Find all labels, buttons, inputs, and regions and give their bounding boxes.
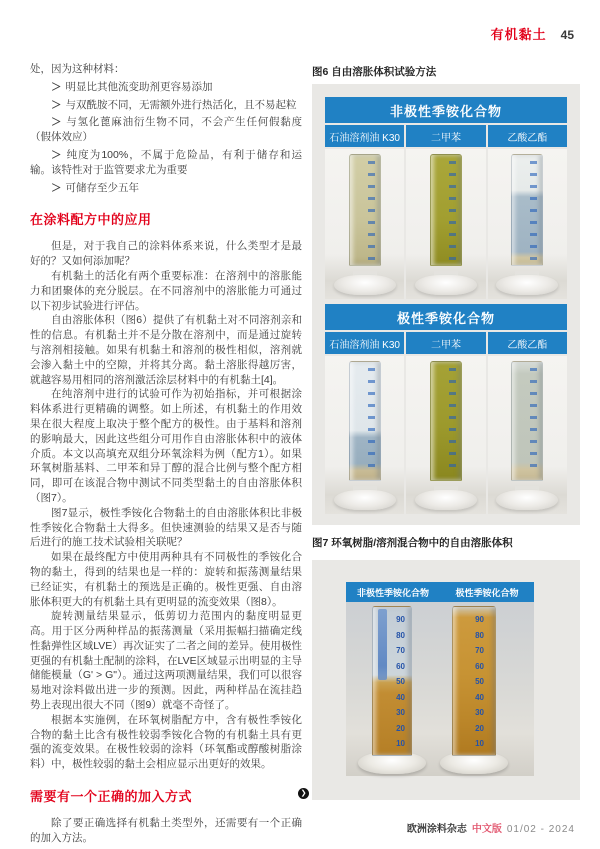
bullet-text: 与氢化蓖麻油衍生物不同，不会产生任何假黏度（假体效应）	[30, 116, 302, 144]
bullet-item	[30, 80, 302, 95]
solvent-label-row	[325, 332, 567, 354]
figure7-photo	[346, 582, 534, 776]
figure6-group-polar	[325, 304, 567, 514]
graduation-ticks	[449, 161, 456, 261]
cylinder-base	[415, 275, 477, 295]
cylinder-base	[496, 490, 558, 510]
solvent-label: 乙酸乙酯	[488, 332, 567, 354]
cylinder-photo-ethyl-acetate	[488, 149, 567, 299]
paragraph: 如果在最终配方中使用两种具有不同极性的季铵化合物的黏土，得到的结果也是一样的：旋转和振荡测量结果已经证实，有机黏土的预选是正确的。极性更强、自由溶胀体积更大的有机黏土具有更明显的流变效果（图8）。	[30, 551, 302, 608]
paragraph: 除了要正确选择有机黏土类型外，还需要有一个正确的加入方法。	[30, 817, 302, 844]
figure7-title-banner	[346, 582, 534, 602]
cylinder-base	[334, 275, 396, 295]
cylinder-photo-xylene	[406, 149, 485, 299]
scale-label: 60	[396, 662, 405, 671]
figure6-group-nonpolar	[325, 97, 567, 299]
graduation-ticks	[368, 368, 375, 476]
bullet-text: 可储存至少五年	[65, 181, 139, 194]
paragraph: 在纯溶剂中进行的试验可作为初始指标，并可根据涂料体系进行更精确的调整。如上所述，有机黏土的作用效果在很大程度上取决于整个配方的极性。由于基料和溶剂的影响最大，因此这些组分可用作自由溶胀体积中的液体介质。本文以高填充双组分环氧涂料为例（配方1）。如果环氧树脂基料、二甲苯和异丁醇的混合比例与整个配方相同，即可在该混合物中测试不同类型黏土的自由溶胀体积（图7）。	[30, 388, 302, 504]
solvent-label: 石油溶剂油 K30	[325, 332, 404, 354]
paragraph: 旋转测量结果显示，低剪切力范围内的黏度明显更高。用于区分两种样品的振荡测量（采用振幅扫描确定线性黏弹性区域LVE）再次证实了二者之间的差异。使用极性更强的有机黏土配制的涂料，在LVE区域显示出明显的主导储能模量（G' > G"）。通过这两项测量结果，我们可以很容易地对涂料做出进一步的预测。因此，两种样品在流挂趋势上表现出很大不同（图9）就毫不奇怪了。	[30, 610, 302, 712]
journal-name: 欧洲涂料杂志	[406, 824, 467, 835]
solvent-label: 二甲苯	[406, 125, 485, 147]
scale-label: 40	[396, 693, 405, 702]
scale-label: 10	[475, 739, 484, 748]
scale-label: 10	[396, 739, 405, 748]
cylinder-base	[496, 275, 558, 295]
measuring-cylinder	[511, 361, 543, 481]
column-label-polar: 极性季铵化合物	[455, 587, 519, 598]
group-title-banner: 非极性季铵化合物	[325, 97, 567, 123]
scale-label: 30	[396, 708, 405, 717]
solvent-label: 乙酸乙酯	[488, 125, 567, 147]
graduation-scale	[453, 607, 495, 755]
scale-label: 90	[396, 615, 405, 624]
page-header	[491, 24, 574, 43]
bullet-marker: ＞	[51, 116, 62, 129]
measuring-cylinder	[430, 361, 462, 481]
paragraph: 图7显示，极性季铵化合物黏土的自由溶胀体积比非极性季铵化合物黏土大得多。但快速测验的结果又是否与随后进行的施工技术试验相关联呢？	[30, 506, 302, 549]
bullet-item	[30, 181, 302, 196]
paragraph: 根据本实施例，在环氧树脂配方中，含有极性季铵化合物的黏土比含有极性较弱季铵化合物的有机黏土具有更强的流变效果。在极性较弱的涂料（环氧酯或醇酸树脂涂料）中，极性较弱的黏土会相应显示出更好的效果。	[30, 713, 302, 771]
cylinder-photo-mineral-spirit	[325, 149, 404, 299]
cylinder-base	[334, 490, 396, 510]
scale-label: 50	[396, 677, 405, 686]
paragraph: 但是，对于我自己的涂料体系来说，什么类型才是最好的？又如何添加呢？	[30, 240, 302, 268]
section-heading-addition: 需要有一个正确的加入方式	[30, 789, 193, 805]
solvent-label-row	[325, 125, 567, 147]
figure7	[312, 560, 580, 800]
solvent-label: 石油溶剂油 K30	[325, 125, 404, 147]
measuring-cylinder	[349, 154, 381, 266]
solvent-label: 二甲苯	[406, 332, 485, 354]
measuring-cylinder	[511, 154, 543, 266]
cylinder-photo-ethyl-acetate	[488, 356, 567, 514]
edition-label: 中文版	[471, 824, 502, 835]
measuring-cylinder	[349, 361, 381, 481]
measuring-cylinder-polar	[452, 606, 496, 756]
figure7-caption: 图7 环氧树脂/溶剂混合物中的自由溶胀体积	[312, 537, 513, 549]
bullet-marker: ＞	[51, 181, 62, 194]
bullet-marker: ＞	[51, 148, 62, 161]
scale-label: 40	[475, 693, 484, 702]
header-topic: 有机黏土	[490, 27, 547, 42]
issue-number: 01/02 - 2024	[506, 824, 575, 835]
measuring-cylinder	[430, 154, 462, 266]
scale-label: 20	[396, 724, 405, 733]
bullet-text: 明显比其他流变助剂更容易添加	[65, 80, 213, 93]
scale-label: 80	[396, 631, 405, 640]
scale-label: 60	[475, 662, 484, 671]
figure6-caption: 图6 自由溶胀体积试验方法	[312, 66, 437, 78]
bullet-item	[30, 98, 302, 113]
scale-label: 70	[396, 646, 405, 655]
graduation-scale	[373, 607, 411, 755]
page-footer	[407, 820, 575, 835]
graduation-ticks	[530, 161, 537, 261]
measuring-cylinder-nonpolar	[372, 606, 412, 756]
cylinder-photo-row	[325, 356, 567, 514]
scale-label: 80	[475, 631, 484, 640]
cylinder-photo-row	[325, 149, 567, 299]
lead-paragraph: 处，因为这种材料：	[30, 63, 125, 75]
group-title-banner: 极性季铵化合物	[325, 304, 567, 330]
bullet-marker: ＞	[51, 80, 62, 93]
bullet-item	[30, 148, 302, 178]
bullet-text: 纯度为100%，不属于危险品，有利于储存和运输。该特性对于监管要求尤为重要	[30, 148, 302, 176]
bullet-text: 与双酰胺不同，无需额外进行热活化，且不易起粒	[65, 98, 297, 111]
scale-label: 30	[475, 708, 484, 717]
scale-label: 70	[475, 646, 484, 655]
column-label-nonpolar: 非极性季铵化合物	[356, 587, 429, 598]
scale-label: 20	[475, 724, 484, 733]
page-number: 45	[560, 28, 574, 42]
cylinder-photo-xylene	[406, 356, 485, 514]
graduation-ticks	[530, 368, 537, 476]
scale-label: 90	[475, 615, 484, 624]
scale-label: 50	[475, 677, 484, 686]
figure6	[312, 84, 580, 525]
bullet-marker: ＞	[51, 98, 62, 111]
graduation-ticks	[449, 368, 456, 476]
bullet-item	[30, 115, 302, 145]
cylinder-base	[415, 490, 477, 510]
cylinder-photo-mineral-spirit	[325, 356, 404, 514]
graduation-ticks	[368, 161, 375, 261]
paragraph: 有机黏土的活化有两个重要标准：在溶剂中的溶胀能力和团聚体的充分脱层。在不同溶剂中的溶胀能力可通过以下初步试验进行评估。	[30, 269, 302, 312]
continue-arrow-icon: ❯	[298, 788, 309, 799]
article-column	[30, 62, 307, 846]
section-heading-application: 在涂料配方中的应用	[30, 212, 152, 228]
paragraph: 自由溶胀体积（图6）提供了有机黏土对不同溶剂亲和性的信息。有机黏土并不是分散在溶剂中，而是通过旋转与溶剂相接触。如果有机黏土和溶剂的极性相似，溶剂就会渗入黏土中的空隙，并将其分离。黏土溶胀得越厉害，就越容易用相同的溶剂激活涂层材料中的有机黏土[4]。	[30, 314, 302, 386]
